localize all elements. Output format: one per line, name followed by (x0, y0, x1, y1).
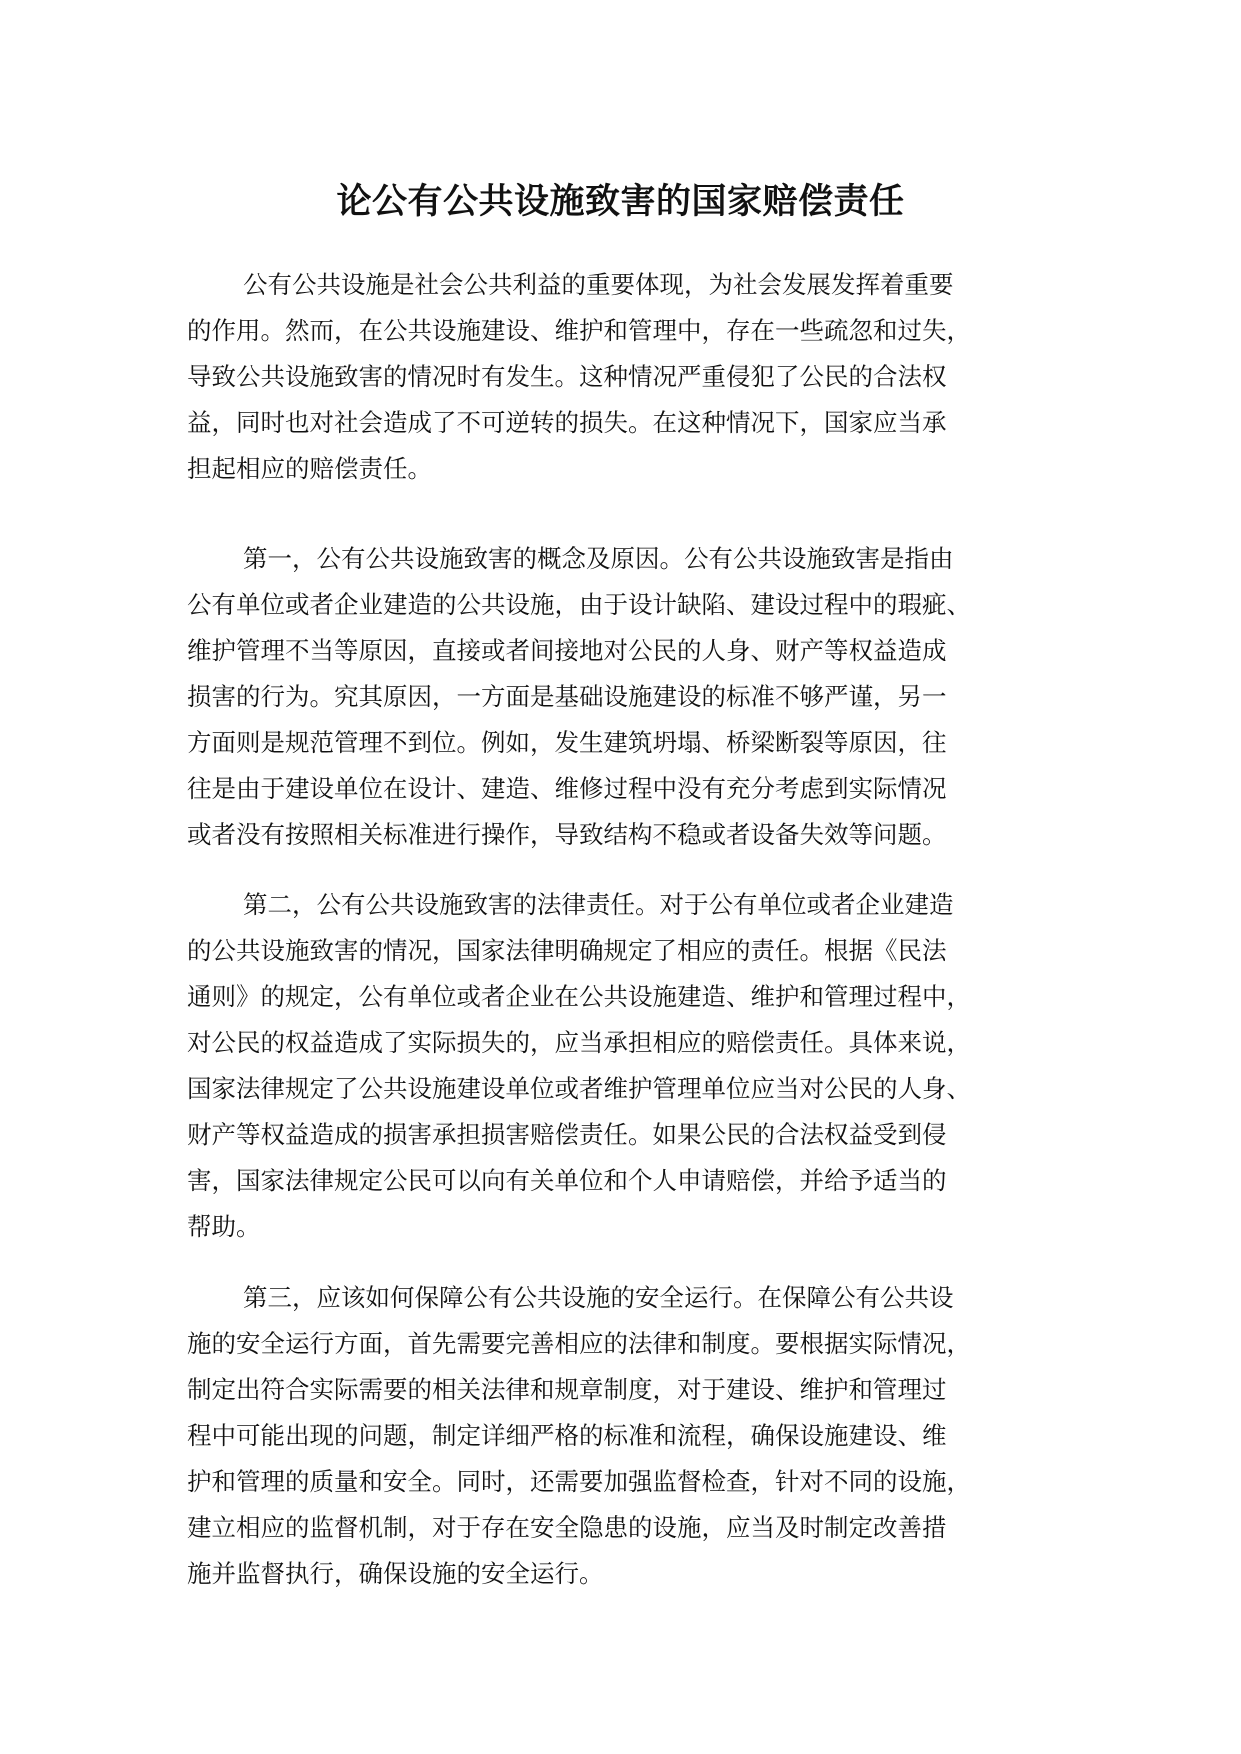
paragraph-line: 维护管理不当等原因，直接或者间接地对公民的人身、财产等权益造成 (187, 636, 947, 665)
paragraph-line: 帮助。 (187, 1212, 261, 1241)
paragraph-line: 通则》的规定，公有单位或者企业在公共设施建造、维护和管理过程中， (187, 982, 971, 1011)
paragraph-line: 公有公共设施是社会公共利益的重要体现，为社会发展发挥着重要 (243, 270, 954, 299)
paragraph-line: 护和管理的质量和安全。同时，还需要加强监督检查，针对不同的设施， (187, 1467, 971, 1496)
paragraph-line: 施的安全运行方面，首先需要完善相应的法律和制度。要根据实际情况， (187, 1329, 971, 1358)
paragraph-line: 的作用。然而，在公共设施建设、维护和管理中，存在一些疏忽和过失， (187, 316, 971, 345)
paragraph-line: 担起相应的赔偿责任。 (187, 454, 432, 483)
document-title: 论公有公共设施致害的国家赔偿责任 (336, 182, 905, 222)
paragraph-line: 第一，公有公共设施致害的概念及原因。公有公共设施致害是指由 (243, 544, 954, 573)
paragraph-line: 益，同时也对社会造成了不可逆转的损失。在这种情况下，国家应当承 (187, 408, 947, 437)
paragraph-line: 建立相应的监督机制，对于存在安全隐患的设施，应当及时制定改善措 (187, 1513, 947, 1542)
paragraph-line: 方面则是规范管理不到位。例如，发生建筑坍塌、桥梁断裂等原因，往 (187, 728, 947, 757)
paragraph-line: 财产等权益造成的损害承担损害赔偿责任。如果公民的合法权益受到侵 (187, 1120, 947, 1149)
paragraph-line: 损害的行为。究其原因，一方面是基础设施建设的标准不够严谨，另一 (187, 682, 947, 711)
paragraph-third (187, 1275, 971, 1597)
paragraph-first (187, 536, 971, 858)
paragraph-line: 的公共设施致害的情况，国家法律明确规定了相应的责任。根据《民法 (187, 936, 947, 965)
paragraph-line: 或者没有按照相关标准进行操作，导致结构不稳或者设备失效等问题。 (187, 820, 947, 849)
paragraph-line: 对公民的权益造成了实际损失的，应当承担相应的赔偿责任。具体来说， (187, 1028, 971, 1057)
paragraph-line: 程中可能出现的问题，制定详细严格的标准和流程，确保设施建设、维 (187, 1421, 947, 1450)
paragraph-line: 第二，公有公共设施致害的法律责任。对于公有单位或者企业建造 (243, 890, 954, 919)
paragraph-line: 第三，应该如何保障公有公共设施的安全运行。在保障公有公共设 (243, 1283, 954, 1312)
paragraph-line: 害，国家法律规定公民可以向有关单位和个人申请赔偿，并给予适当的 (187, 1166, 947, 1195)
paragraph-line: 导致公共设施致害的情况时有发生。这种情况严重侵犯了公民的合法权 (187, 362, 947, 391)
paragraph-line: 制定出符合实际需要的相关法律和规章制度，对于建设、维护和管理过 (187, 1375, 947, 1404)
paragraph-second (187, 882, 971, 1250)
paragraph-line: 施并监督执行，确保设施的安全运行。 (187, 1559, 604, 1588)
paragraph-line: 公有单位或者企业建造的公共设施，由于设计缺陷、建设过程中的瑕疵、 (187, 590, 971, 619)
paragraph-line: 国家法律规定了公共设施建设单位或者维护管理单位应当对公民的人身、 (187, 1074, 971, 1103)
paragraph-intro (187, 262, 971, 492)
paragraph-line: 往是由于建设单位在设计、建造、维修过程中没有充分考虑到实际情况 (187, 774, 947, 803)
